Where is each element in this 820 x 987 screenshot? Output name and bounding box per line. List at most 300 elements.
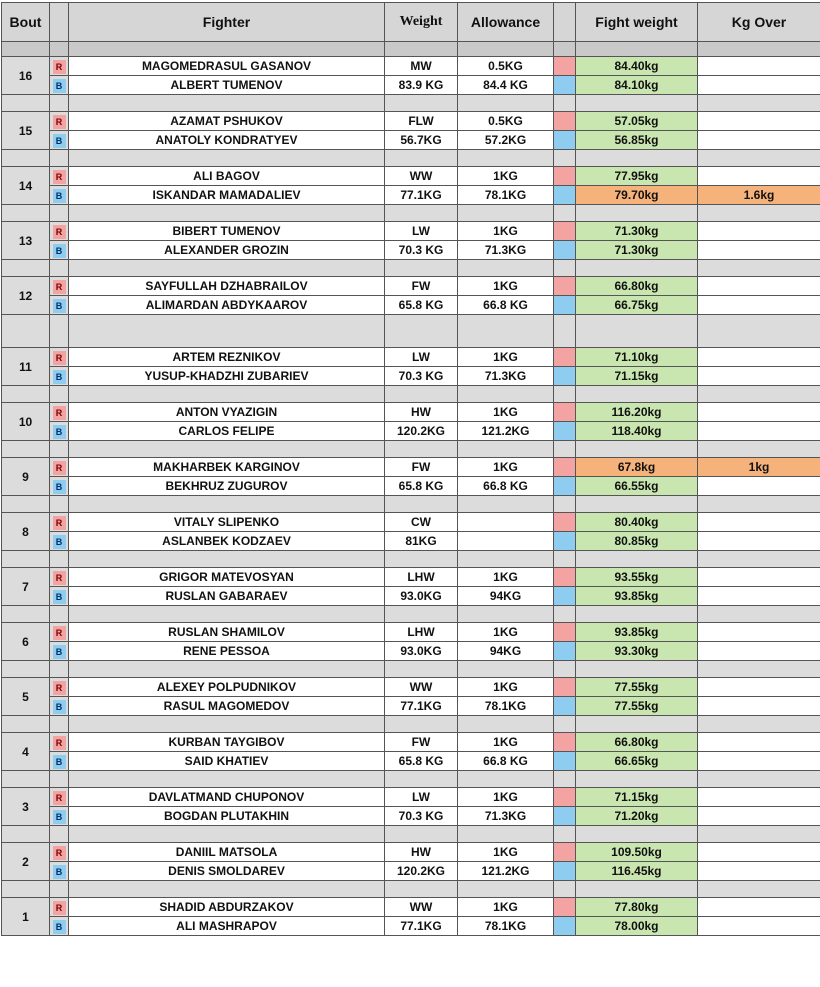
fighter-name: ANTON VYAZIGIN: [69, 403, 385, 422]
weight-class: WW: [385, 898, 458, 917]
fighter-name: ASLANBEK KODZAEV: [69, 532, 385, 551]
weight-class: 56.7KG: [385, 131, 458, 150]
kg-over: 1kg: [698, 458, 820, 477]
allowance: 1KG: [458, 623, 554, 642]
kg-over: [698, 843, 820, 862]
fighter-name: ALI MASHRAPOV: [69, 917, 385, 936]
blue-corner-badge: B: [53, 244, 66, 258]
fighter-row-red: [2, 167, 820, 186]
bout-spacer-row: [2, 95, 820, 112]
weight-class: 77.1KG: [385, 186, 458, 205]
bout-number: 6: [2, 623, 50, 661]
bout-number: 13: [2, 222, 50, 260]
fighter-name: VITALY SLIPENKO: [69, 513, 385, 532]
blue-corner-badge: B: [53, 590, 66, 604]
bout-number: 10: [2, 403, 50, 441]
corner-cell: [50, 241, 69, 260]
blue-corner-swatch: [554, 697, 576, 716]
blue-corner-swatch: [554, 587, 576, 606]
red-corner-badge: R: [53, 115, 66, 129]
weight-class: HW: [385, 403, 458, 422]
corner-cell: [50, 348, 69, 367]
allowance: 1KG: [458, 898, 554, 917]
blue-corner-badge: B: [53, 299, 66, 313]
fight-weight: 93.85kg: [576, 587, 698, 606]
fighter-row-blue: [2, 697, 820, 716]
red-corner-swatch: [554, 843, 576, 862]
red-corner-swatch: [554, 788, 576, 807]
kg-over: [698, 403, 820, 422]
fight-weight: 71.30kg: [576, 222, 698, 241]
kg-over: [698, 348, 820, 367]
corner-cell: [50, 296, 69, 315]
bout-number: 3: [2, 788, 50, 826]
fighter-name: DANIIL MATSOLA: [69, 843, 385, 862]
blue-corner-badge: B: [53, 865, 66, 879]
allowance: 71.3KG: [458, 367, 554, 386]
header-divider: [2, 42, 820, 57]
bout-number: 11: [2, 348, 50, 386]
red-corner-swatch: [554, 568, 576, 587]
red-corner-swatch: [554, 222, 576, 241]
kg-over: [698, 532, 820, 551]
header-bout: Bout: [2, 3, 50, 42]
fighter-row-blue: [2, 477, 820, 496]
kg-over: [698, 222, 820, 241]
corner-cell: [50, 513, 69, 532]
allowance: 121.2KG: [458, 862, 554, 881]
weight-class: FW: [385, 277, 458, 296]
weight-class: 93.0KG: [385, 587, 458, 606]
corner-cell: [50, 862, 69, 881]
corner-cell: [50, 623, 69, 642]
blue-corner-swatch: [554, 752, 576, 771]
red-corner-badge: R: [53, 901, 66, 915]
allowance: 94KG: [458, 642, 554, 661]
fighter-name: ALEXEY POLPUDNIKOV: [69, 678, 385, 697]
bout-number: 12: [2, 277, 50, 315]
fighter-name: MAKHARBEK KARGINOV: [69, 458, 385, 477]
blue-corner-swatch: [554, 367, 576, 386]
weight-class: WW: [385, 167, 458, 186]
bout-spacer-row: [2, 150, 820, 167]
fighter-name: SAYFULLAH DZHABRAILOV: [69, 277, 385, 296]
bout-spacer-row: [2, 771, 820, 788]
blue-corner-badge: B: [53, 920, 66, 934]
fight-weight: 77.55kg: [576, 678, 698, 697]
corner-cell: [50, 917, 69, 936]
blue-corner-swatch: [554, 76, 576, 95]
red-corner-badge: R: [53, 791, 66, 805]
blue-corner-badge: B: [53, 645, 66, 659]
weight-class: WW: [385, 678, 458, 697]
fight-weight: 84.10kg: [576, 76, 698, 95]
corner-cell: [50, 568, 69, 587]
allowance: 1KG: [458, 167, 554, 186]
fight-weight: 67.8kg: [576, 458, 698, 477]
allowance: 57.2KG: [458, 131, 554, 150]
weigh-in-table: [1, 2, 820, 936]
fighter-row-red: [2, 898, 820, 917]
bout-number: 14: [2, 167, 50, 205]
blue-corner-swatch: [554, 422, 576, 441]
header-swatch: [554, 3, 576, 42]
allowance: 1KG: [458, 403, 554, 422]
bout-spacer-row: [2, 315, 820, 348]
fight-weight: 77.55kg: [576, 697, 698, 716]
kg-over: [698, 277, 820, 296]
fight-weight: 66.55kg: [576, 477, 698, 496]
allowance: 1KG: [458, 733, 554, 752]
red-corner-swatch: [554, 112, 576, 131]
header-corner: [50, 3, 69, 42]
fighter-name: SHADID ABDURZAKOV: [69, 898, 385, 917]
weight-class: 65.8 KG: [385, 296, 458, 315]
red-corner-swatch: [554, 513, 576, 532]
blue-corner-swatch: [554, 642, 576, 661]
fighter-row-red: [2, 222, 820, 241]
fight-weight: 109.50kg: [576, 843, 698, 862]
bout-spacer-row: [2, 551, 820, 568]
blue-corner-swatch: [554, 296, 576, 315]
weight-class: 83.9 KG: [385, 76, 458, 95]
red-corner-swatch: [554, 678, 576, 697]
bout-number: 9: [2, 458, 50, 496]
bout-number: 16: [2, 57, 50, 95]
fighter-row-blue: [2, 241, 820, 260]
allowance: 1KG: [458, 843, 554, 862]
red-corner-swatch: [554, 623, 576, 642]
red-corner-swatch: [554, 458, 576, 477]
weight-class: HW: [385, 843, 458, 862]
fighter-row-blue: [2, 752, 820, 771]
red-corner-badge: R: [53, 351, 66, 365]
kg-over: [698, 167, 820, 186]
weight-class: FW: [385, 733, 458, 752]
fighter-name: KURBAN TAYGIBOV: [69, 733, 385, 752]
fighter-row-red: [2, 623, 820, 642]
corner-cell: [50, 367, 69, 386]
fighter-row-red: [2, 733, 820, 752]
bout-spacer-row: [2, 661, 820, 678]
bout-number: 7: [2, 568, 50, 606]
red-corner-badge: R: [53, 406, 66, 420]
blue-corner-swatch: [554, 917, 576, 936]
blue-corner-swatch: [554, 131, 576, 150]
blue-corner-badge: B: [53, 79, 66, 93]
kg-over: [698, 131, 820, 150]
kg-over: [698, 642, 820, 661]
blue-corner-swatch: [554, 186, 576, 205]
fight-weight: 116.20kg: [576, 403, 698, 422]
fighter-row-red: [2, 788, 820, 807]
header-fighter: Fighter: [69, 3, 385, 42]
red-corner-badge: R: [53, 516, 66, 530]
kg-over: [698, 367, 820, 386]
allowance: 94KG: [458, 587, 554, 606]
red-corner-badge: R: [53, 736, 66, 750]
allowance: 78.1KG: [458, 186, 554, 205]
corner-cell: [50, 131, 69, 150]
corner-cell: [50, 733, 69, 752]
weight-class: 81KG: [385, 532, 458, 551]
fighter-name: CARLOS FELIPE: [69, 422, 385, 441]
fight-weight: 57.05kg: [576, 112, 698, 131]
fighter-name: SAID KHATIEV: [69, 752, 385, 771]
fighter-name: ISKANDAR MAMADALIEV: [69, 186, 385, 205]
kg-over: [698, 898, 820, 917]
fighter-name: ARTEM REZNIKOV: [69, 348, 385, 367]
fight-weight: 66.75kg: [576, 296, 698, 315]
corner-cell: [50, 587, 69, 606]
allowance: 78.1KG: [458, 917, 554, 936]
kg-over: [698, 807, 820, 826]
weight-class: LW: [385, 222, 458, 241]
fighter-name: ALI BAGOV: [69, 167, 385, 186]
fight-weight: 93.85kg: [576, 623, 698, 642]
blue-corner-badge: B: [53, 370, 66, 384]
blue-corner-badge: B: [53, 189, 66, 203]
corner-cell: [50, 843, 69, 862]
header-weight: Weight: [385, 3, 458, 42]
corner-cell: [50, 112, 69, 131]
allowance: 1KG: [458, 678, 554, 697]
kg-over: [698, 623, 820, 642]
kg-over: [698, 241, 820, 260]
bout-number: 1: [2, 898, 50, 936]
corner-cell: [50, 458, 69, 477]
red-corner-badge: R: [53, 681, 66, 695]
fight-weight: 78.00kg: [576, 917, 698, 936]
weight-class: 120.2KG: [385, 862, 458, 881]
blue-corner-badge: B: [53, 480, 66, 494]
weight-class: LHW: [385, 568, 458, 587]
fighter-name: BEKHRUZ ZUGUROV: [69, 477, 385, 496]
fighter-row-blue: [2, 296, 820, 315]
corner-cell: [50, 222, 69, 241]
kg-over: [698, 296, 820, 315]
allowance: 1KG: [458, 458, 554, 477]
fighter-name: RUSLAN SHAMILOV: [69, 623, 385, 642]
blue-corner-badge: B: [53, 810, 66, 824]
corner-cell: [50, 186, 69, 205]
red-corner-badge: R: [53, 626, 66, 640]
kg-over: [698, 752, 820, 771]
red-corner-badge: R: [53, 280, 66, 294]
fighter-name: RENE PESSOA: [69, 642, 385, 661]
red-corner-badge: R: [53, 461, 66, 475]
kg-over: 1.6kg: [698, 186, 820, 205]
fight-weight: 71.30kg: [576, 241, 698, 260]
bout-spacer-row: [2, 826, 820, 843]
bout-spacer-row: [2, 881, 820, 898]
fighter-row-blue: [2, 186, 820, 205]
bout-number: 8: [2, 513, 50, 551]
weight-class: MW: [385, 57, 458, 76]
kg-over: [698, 917, 820, 936]
allowance: 0.5KG: [458, 112, 554, 131]
weight-class: 65.8 KG: [385, 477, 458, 496]
allowance: 121.2KG: [458, 422, 554, 441]
corner-cell: [50, 898, 69, 917]
allowance: 66.8 KG: [458, 477, 554, 496]
fighter-row-blue: [2, 367, 820, 386]
blue-corner-badge: B: [53, 700, 66, 714]
bout-spacer-row: [2, 606, 820, 623]
fighter-row-red: [2, 458, 820, 477]
fight-weight: 79.70kg: [576, 186, 698, 205]
blue-corner-badge: B: [53, 134, 66, 148]
weight-class: FLW: [385, 112, 458, 131]
blue-corner-swatch: [554, 241, 576, 260]
fighter-name: MAGOMEDRASUL GASANOV: [69, 57, 385, 76]
corner-cell: [50, 57, 69, 76]
fight-weight: 66.80kg: [576, 277, 698, 296]
corner-cell: [50, 752, 69, 771]
kg-over: [698, 733, 820, 752]
weight-class: 70.3 KG: [385, 807, 458, 826]
red-corner-swatch: [554, 57, 576, 76]
allowance: 1KG: [458, 348, 554, 367]
allowance: 1KG: [458, 277, 554, 296]
fight-weight: 66.65kg: [576, 752, 698, 771]
fight-weight: 84.40kg: [576, 57, 698, 76]
fighter-name: DENIS SMOLDAREV: [69, 862, 385, 881]
fighter-row-red: [2, 403, 820, 422]
fighter-row-blue: [2, 807, 820, 826]
fight-weight: 71.15kg: [576, 788, 698, 807]
kg-over: [698, 862, 820, 881]
red-corner-swatch: [554, 277, 576, 296]
corner-cell: [50, 697, 69, 716]
corner-cell: [50, 642, 69, 661]
fight-weight: 66.80kg: [576, 733, 698, 752]
red-corner-badge: R: [53, 225, 66, 239]
fighter-row-blue: [2, 917, 820, 936]
bout-number: 15: [2, 112, 50, 150]
blue-corner-swatch: [554, 807, 576, 826]
weight-class: 70.3 KG: [385, 241, 458, 260]
fighter-row-blue: [2, 587, 820, 606]
fighter-row-blue: [2, 862, 820, 881]
kg-over: [698, 568, 820, 587]
blue-corner-badge: B: [53, 755, 66, 769]
weight-class: 120.2KG: [385, 422, 458, 441]
fighter-row-blue: [2, 532, 820, 551]
allowance: 1KG: [458, 788, 554, 807]
red-corner-swatch: [554, 733, 576, 752]
fighter-row-red: [2, 678, 820, 697]
kg-over: [698, 697, 820, 716]
weight-class: LHW: [385, 623, 458, 642]
corner-cell: [50, 76, 69, 95]
fighter-name: BOGDAN PLUTAKHIN: [69, 807, 385, 826]
bout-spacer-row: [2, 496, 820, 513]
allowance: 71.3KG: [458, 807, 554, 826]
fighter-row-red: [2, 843, 820, 862]
corner-cell: [50, 477, 69, 496]
kg-over: [698, 57, 820, 76]
fight-weight: 71.20kg: [576, 807, 698, 826]
fighter-name: ANATOLY KONDRATYEV: [69, 131, 385, 150]
bout-spacer-row: [2, 441, 820, 458]
allowance: 1KG: [458, 222, 554, 241]
corner-cell: [50, 422, 69, 441]
fighter-name: YUSUP-KHADZHI ZUBARIEV: [69, 367, 385, 386]
fight-weight: 93.30kg: [576, 642, 698, 661]
red-corner-badge: R: [53, 846, 66, 860]
weight-class: LW: [385, 788, 458, 807]
blue-corner-swatch: [554, 532, 576, 551]
weight-class: 65.8 KG: [385, 752, 458, 771]
fighter-name: ALIMARDAN ABDYKAAROV: [69, 296, 385, 315]
red-corner-swatch: [554, 348, 576, 367]
blue-corner-swatch: [554, 862, 576, 881]
allowance: [458, 513, 554, 532]
corner-cell: [50, 277, 69, 296]
fighter-row-red: [2, 112, 820, 131]
kg-over: [698, 76, 820, 95]
fighter-row-red: [2, 513, 820, 532]
weight-class: CW: [385, 513, 458, 532]
header-allowance: Allowance: [458, 3, 554, 42]
corner-cell: [50, 678, 69, 697]
fight-weight: 71.10kg: [576, 348, 698, 367]
red-corner-badge: R: [53, 170, 66, 184]
fight-weight: 116.45kg: [576, 862, 698, 881]
blue-corner-badge: B: [53, 535, 66, 549]
fighter-name: AZAMAT PSHUKOV: [69, 112, 385, 131]
kg-over: [698, 112, 820, 131]
fighter-name: ALEXANDER GROZIN: [69, 241, 385, 260]
allowance: 71.3KG: [458, 241, 554, 260]
fighter-row-blue: [2, 422, 820, 441]
red-corner-swatch: [554, 898, 576, 917]
fighter-row-blue: [2, 131, 820, 150]
fight-weight: 77.95kg: [576, 167, 698, 186]
bout-spacer-row: [2, 205, 820, 222]
bout-spacer-row: [2, 386, 820, 403]
bout-number: 5: [2, 678, 50, 716]
fighter-row-blue: [2, 642, 820, 661]
fighter-name: RUSLAN GABARAEV: [69, 587, 385, 606]
weight-class: LW: [385, 348, 458, 367]
weight-class: FW: [385, 458, 458, 477]
header-fight-weight: Fight weight: [576, 3, 698, 42]
kg-over: [698, 513, 820, 532]
fight-weight: 56.85kg: [576, 131, 698, 150]
header-kg-over: Kg Over: [698, 3, 820, 42]
fighter-row-red: [2, 348, 820, 367]
kg-over: [698, 788, 820, 807]
fighter-row-red: [2, 568, 820, 587]
corner-cell: [50, 807, 69, 826]
allowance: 1KG: [458, 568, 554, 587]
corner-cell: [50, 403, 69, 422]
fighter-name: ALBERT TUMENOV: [69, 76, 385, 95]
fight-weight: 71.15kg: [576, 367, 698, 386]
blue-corner-badge: B: [53, 425, 66, 439]
fighter-name: RASUL MAGOMEDOV: [69, 697, 385, 716]
fighter-name: GRIGOR MATEVOSYAN: [69, 568, 385, 587]
corner-cell: [50, 532, 69, 551]
weight-class: 70.3 KG: [385, 367, 458, 386]
fight-weight: 118.40kg: [576, 422, 698, 441]
weight-class: 77.1KG: [385, 697, 458, 716]
fighter-row-red: [2, 277, 820, 296]
kg-over: [698, 587, 820, 606]
red-corner-swatch: [554, 167, 576, 186]
